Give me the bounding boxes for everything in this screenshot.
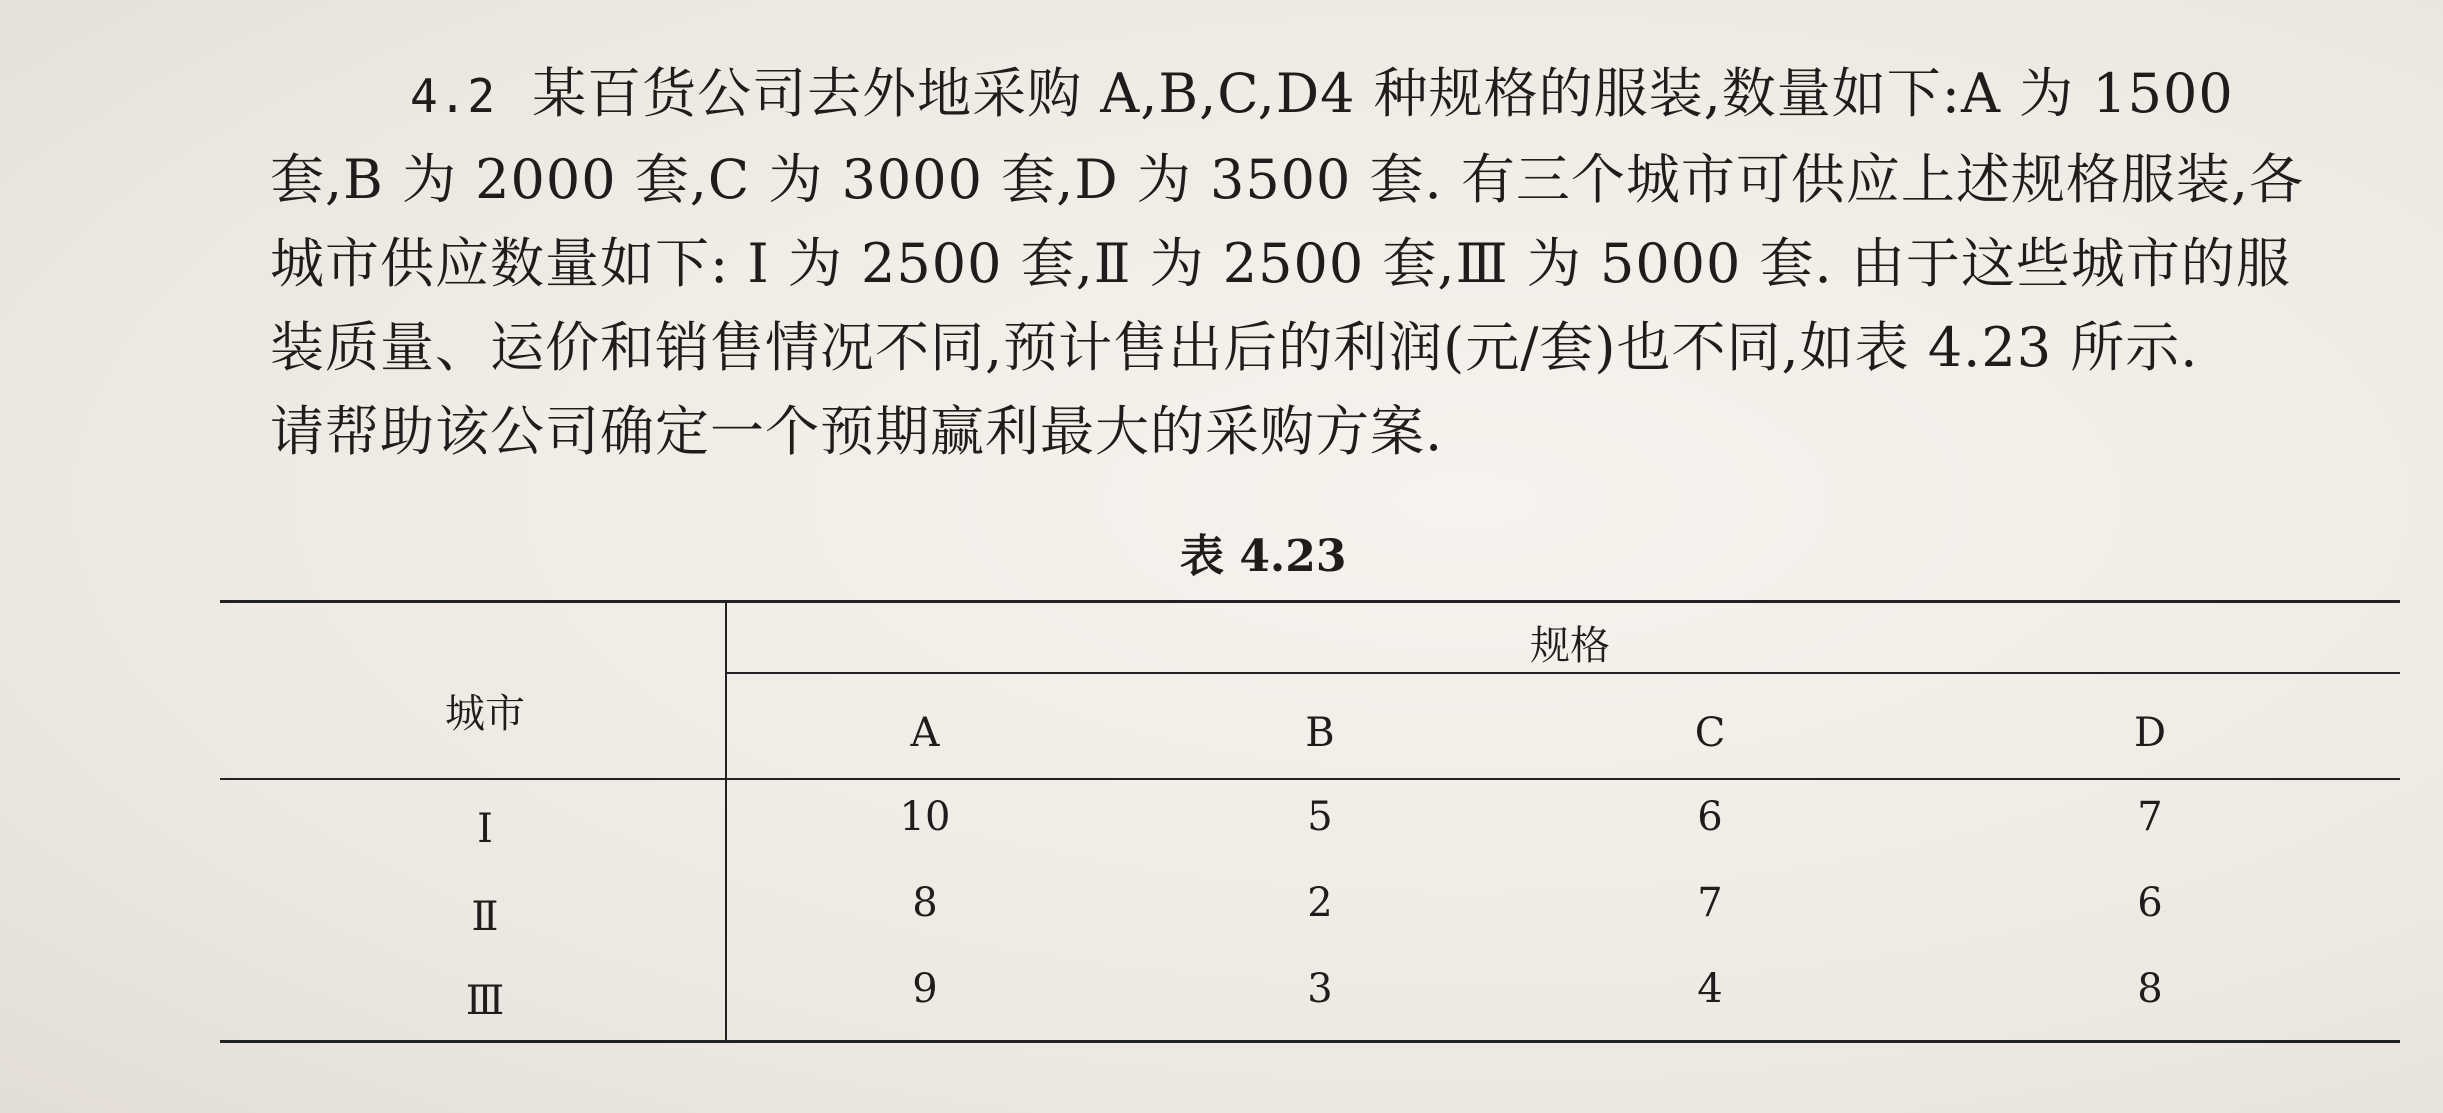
problem-line-4: 装质量、运价和销售情况不同,预计售出后的利润(元/套)也不同,如表 4.23 所示.: [270, 316, 2199, 379]
group-header-spec: 规格: [1530, 623, 1610, 669]
row-city-2: Ⅱ: [471, 894, 499, 940]
column-header-d: D: [2133, 710, 2167, 756]
table-top-rule: [220, 600, 2400, 603]
table-cell: 7: [1697, 880, 1723, 926]
column-header-c: C: [1694, 710, 1726, 756]
profit-table: [220, 600, 2400, 1070]
group-header-rule: [725, 672, 2400, 674]
problem-line-3: 城市供应数量如下: Ⅰ 为 2500 套,Ⅱ 为 2500 套,Ⅲ 为 5000 套. 由于这些城市的服: [270, 232, 2291, 295]
table-cell: 10: [899, 794, 951, 840]
problem-number: 4.2: [410, 69, 497, 123]
row-city-1: Ⅰ: [477, 806, 493, 852]
table-cell: 6: [1697, 794, 1723, 840]
table-cell: 9: [912, 966, 938, 1012]
table-bottom-rule: [220, 1040, 2400, 1043]
problem-line-5: 请帮助该公司确定一个预期赢利最大的采购方案.: [270, 400, 1444, 463]
problem-text: [270, 52, 2350, 474]
table-cell: 3: [1307, 966, 1333, 1012]
row-header-city: 城市: [445, 691, 525, 737]
table-cell: 5: [1307, 794, 1333, 840]
table-cell: 8: [912, 880, 938, 926]
table-cell: 8: [2137, 966, 2163, 1012]
table-cell: 4: [1697, 966, 1723, 1012]
table-cell: 6: [2137, 880, 2163, 926]
column-header-b: B: [1305, 710, 1335, 756]
table-caption: 表 4.23: [1180, 531, 1347, 582]
table-cell: 2: [1307, 880, 1333, 926]
column-divider: [725, 600, 727, 1042]
column-header-a: A: [910, 710, 940, 756]
table-cell: 7: [2137, 794, 2163, 840]
problem-line-2: 套,B 为 2000 套,C 为 3000 套,D 为 3500 套. 有三个城市可供应上述规格服装,各: [270, 148, 2305, 211]
row-city-3: Ⅲ: [465, 978, 505, 1024]
header-bottom-rule: [220, 778, 2400, 780]
problem-line-1: 4.2 某百货公司去外地采购 A,B,C,D4 种规格的服装,数量如下:A 为 1500: [410, 62, 2234, 125]
